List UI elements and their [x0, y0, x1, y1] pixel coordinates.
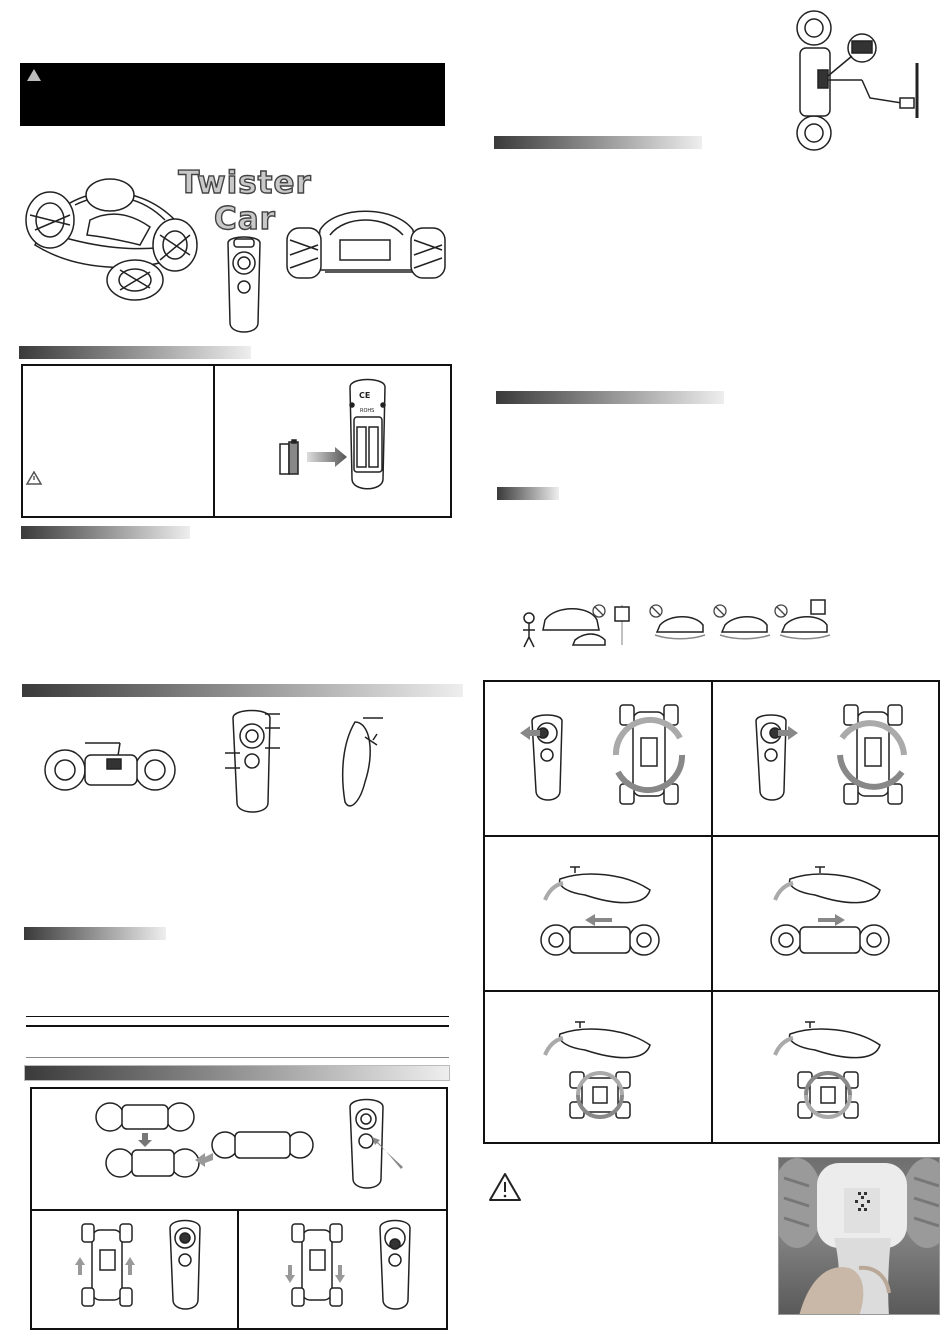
remote-tilt-right	[775, 865, 885, 915]
ce-mark: CE	[359, 391, 371, 400]
car-illustration-left	[15, 165, 205, 300]
battery-cell-illustration	[280, 440, 305, 476]
section-header-bar-1	[19, 346, 251, 359]
charging-diagram	[792, 8, 932, 153]
remote-side-parts	[335, 712, 385, 812]
rule-thick	[26, 1025, 449, 1027]
warning-icon	[27, 472, 41, 484]
rohs-mark: ROHS	[360, 408, 375, 414]
title-line-1: Twister	[178, 165, 312, 201]
remote-front-parts	[225, 708, 295, 813]
car-illustration-right	[285, 200, 455, 290]
car-spin-in-place-1	[560, 1070, 640, 1120]
remote-backward	[375, 1218, 415, 1313]
section-header-bar-8	[497, 487, 559, 500]
warning-icon	[488, 1172, 522, 1202]
caution-illustrations	[515, 600, 835, 650]
car-move-left	[540, 912, 660, 962]
arrow-icon	[307, 447, 347, 467]
section-header-bar-5	[24, 1065, 450, 1081]
remote-tilt-left	[545, 865, 655, 915]
box-vdivider	[237, 1211, 239, 1329]
warning-icon	[27, 69, 41, 81]
remote-tilt-spin-right	[775, 1020, 885, 1070]
remote-rotate-right	[748, 713, 798, 803]
remote-illustration-top	[220, 235, 270, 335]
warning-banner	[20, 63, 445, 126]
box-hdivider	[32, 1209, 446, 1211]
car-transform-sequence	[95, 1095, 325, 1190]
remote-tilt-spin-left	[545, 1020, 655, 1070]
car-spin-right	[832, 700, 912, 810]
car-switch-photo	[778, 1157, 940, 1315]
car-side-view-parts	[45, 737, 175, 797]
grid-hdivider-1	[485, 835, 938, 837]
section-header-bar-3	[22, 684, 463, 697]
remote-press-button	[345, 1097, 405, 1192]
section-header-bar-4	[24, 927, 166, 940]
car-move-right	[770, 912, 890, 962]
section-header-bar-6	[494, 136, 702, 149]
title-line-2: Car	[214, 201, 276, 237]
photo-content	[779, 1158, 940, 1315]
rule-thin-top	[26, 1016, 449, 1017]
section-header-bar-2	[21, 526, 190, 539]
remote-battery-back	[343, 377, 393, 492]
grid-hdivider-2	[485, 990, 938, 992]
grid-vdivider	[711, 682, 713, 1142]
remote-forward	[165, 1218, 205, 1313]
car-backward-topview	[280, 1220, 345, 1310]
section-header-bar-7	[496, 391, 724, 404]
car-spin-in-place-2	[788, 1070, 868, 1120]
car-forward-topview	[70, 1220, 135, 1310]
rule-thin-bottom	[26, 1057, 449, 1058]
remote-rotate-left	[520, 713, 570, 803]
car-spin-left	[608, 700, 688, 810]
box-divider	[213, 366, 215, 516]
